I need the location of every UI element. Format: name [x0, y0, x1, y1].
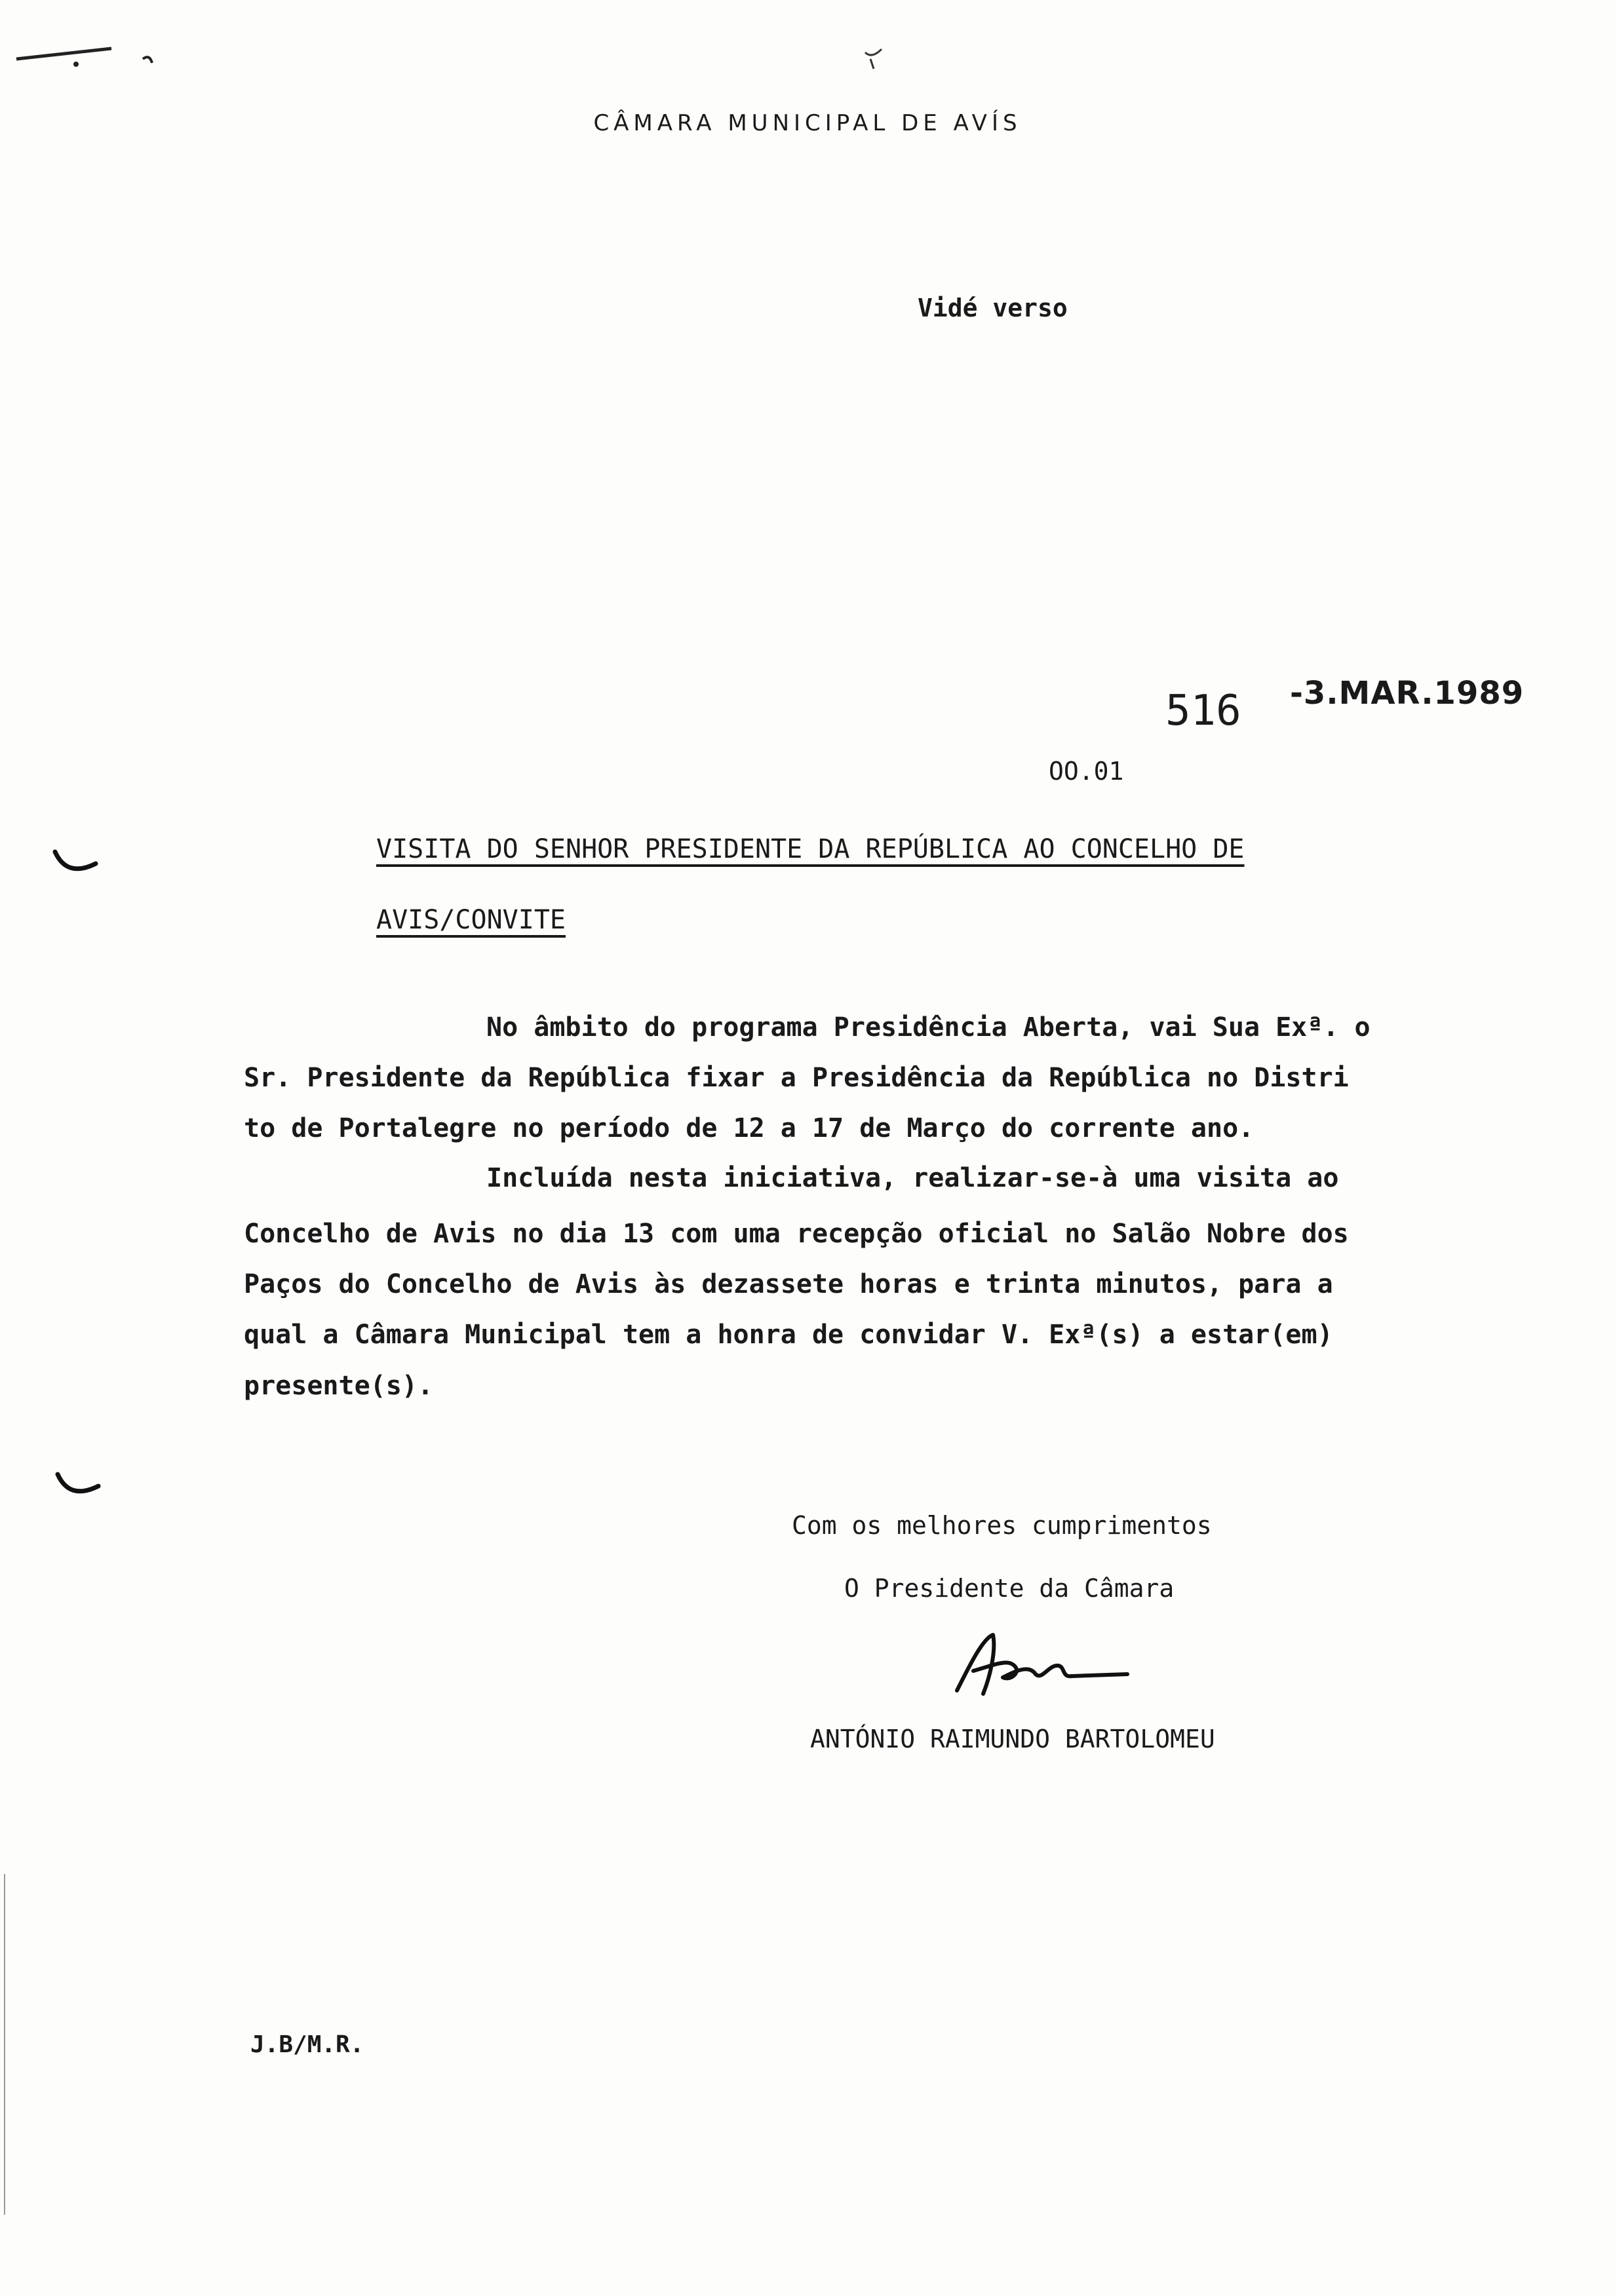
closing-greeting: Com os melhores cumprimentos	[792, 1511, 1212, 1540]
scan-mark-top-left	[13, 39, 164, 72]
subject-heading	[376, 814, 1245, 955]
signer-name: ANTÓNIO RAIMUNDO BARTOLOMEU	[810, 1725, 1215, 1753]
scan-mark-top-center	[852, 39, 891, 79]
scan-edge-line	[4, 1874, 5, 2215]
subject-line-1: VISITA DO SENHOR PRESIDENTE DA REPÚBLICA AO CONCELHO DE	[376, 834, 1245, 864]
body-line-3: to de Portalegre no período de 12 a 17 de Março do corrente ano.	[244, 1113, 1255, 1143]
body-line-4: Incluída nesta iniciativa, realizar-se-à uma visita ao	[486, 1163, 1339, 1193]
closing-role: O Presidente da Câmara	[844, 1574, 1175, 1603]
subject-line-2: AVIS/CONVITE	[376, 905, 566, 935]
hole-punch-mark-upper	[51, 845, 104, 885]
date-stamp: -3.MAR.1989	[1290, 675, 1525, 712]
body-line-8: presente(s).	[244, 1371, 433, 1401]
body-line-1: No âmbito do programa Presidência Aberta, vai Sua Exª. o	[486, 1012, 1371, 1043]
body-line-7: qual a Câmara Municipal tem a honra de convidar V. Exª(s) a estar(em)	[244, 1320, 1333, 1350]
body-line-6: Paços do Concelho de Avis às dezassete horas e trinta minutos, para a	[244, 1269, 1333, 1299]
annotation-vide-verso: Vidé verso	[918, 294, 1068, 322]
reference-code: OO.01	[1049, 757, 1124, 786]
hole-punch-mark-lower	[54, 1468, 106, 1507]
handwritten-signature	[944, 1618, 1140, 1710]
body-line-5: Concelho de Avis no dia 13 com uma recepção oficial no Salão Nobre dos	[244, 1219, 1349, 1249]
body-line-2: Sr. Presidente da República fixar a Presidência da República no Distri	[244, 1063, 1349, 1093]
typist-initials: J.B/M.R.	[250, 2031, 364, 2058]
letterhead-title: CÂMARA MUNICIPAL DE AVÍS	[593, 110, 1022, 136]
registry-number: 516	[1165, 687, 1241, 735]
